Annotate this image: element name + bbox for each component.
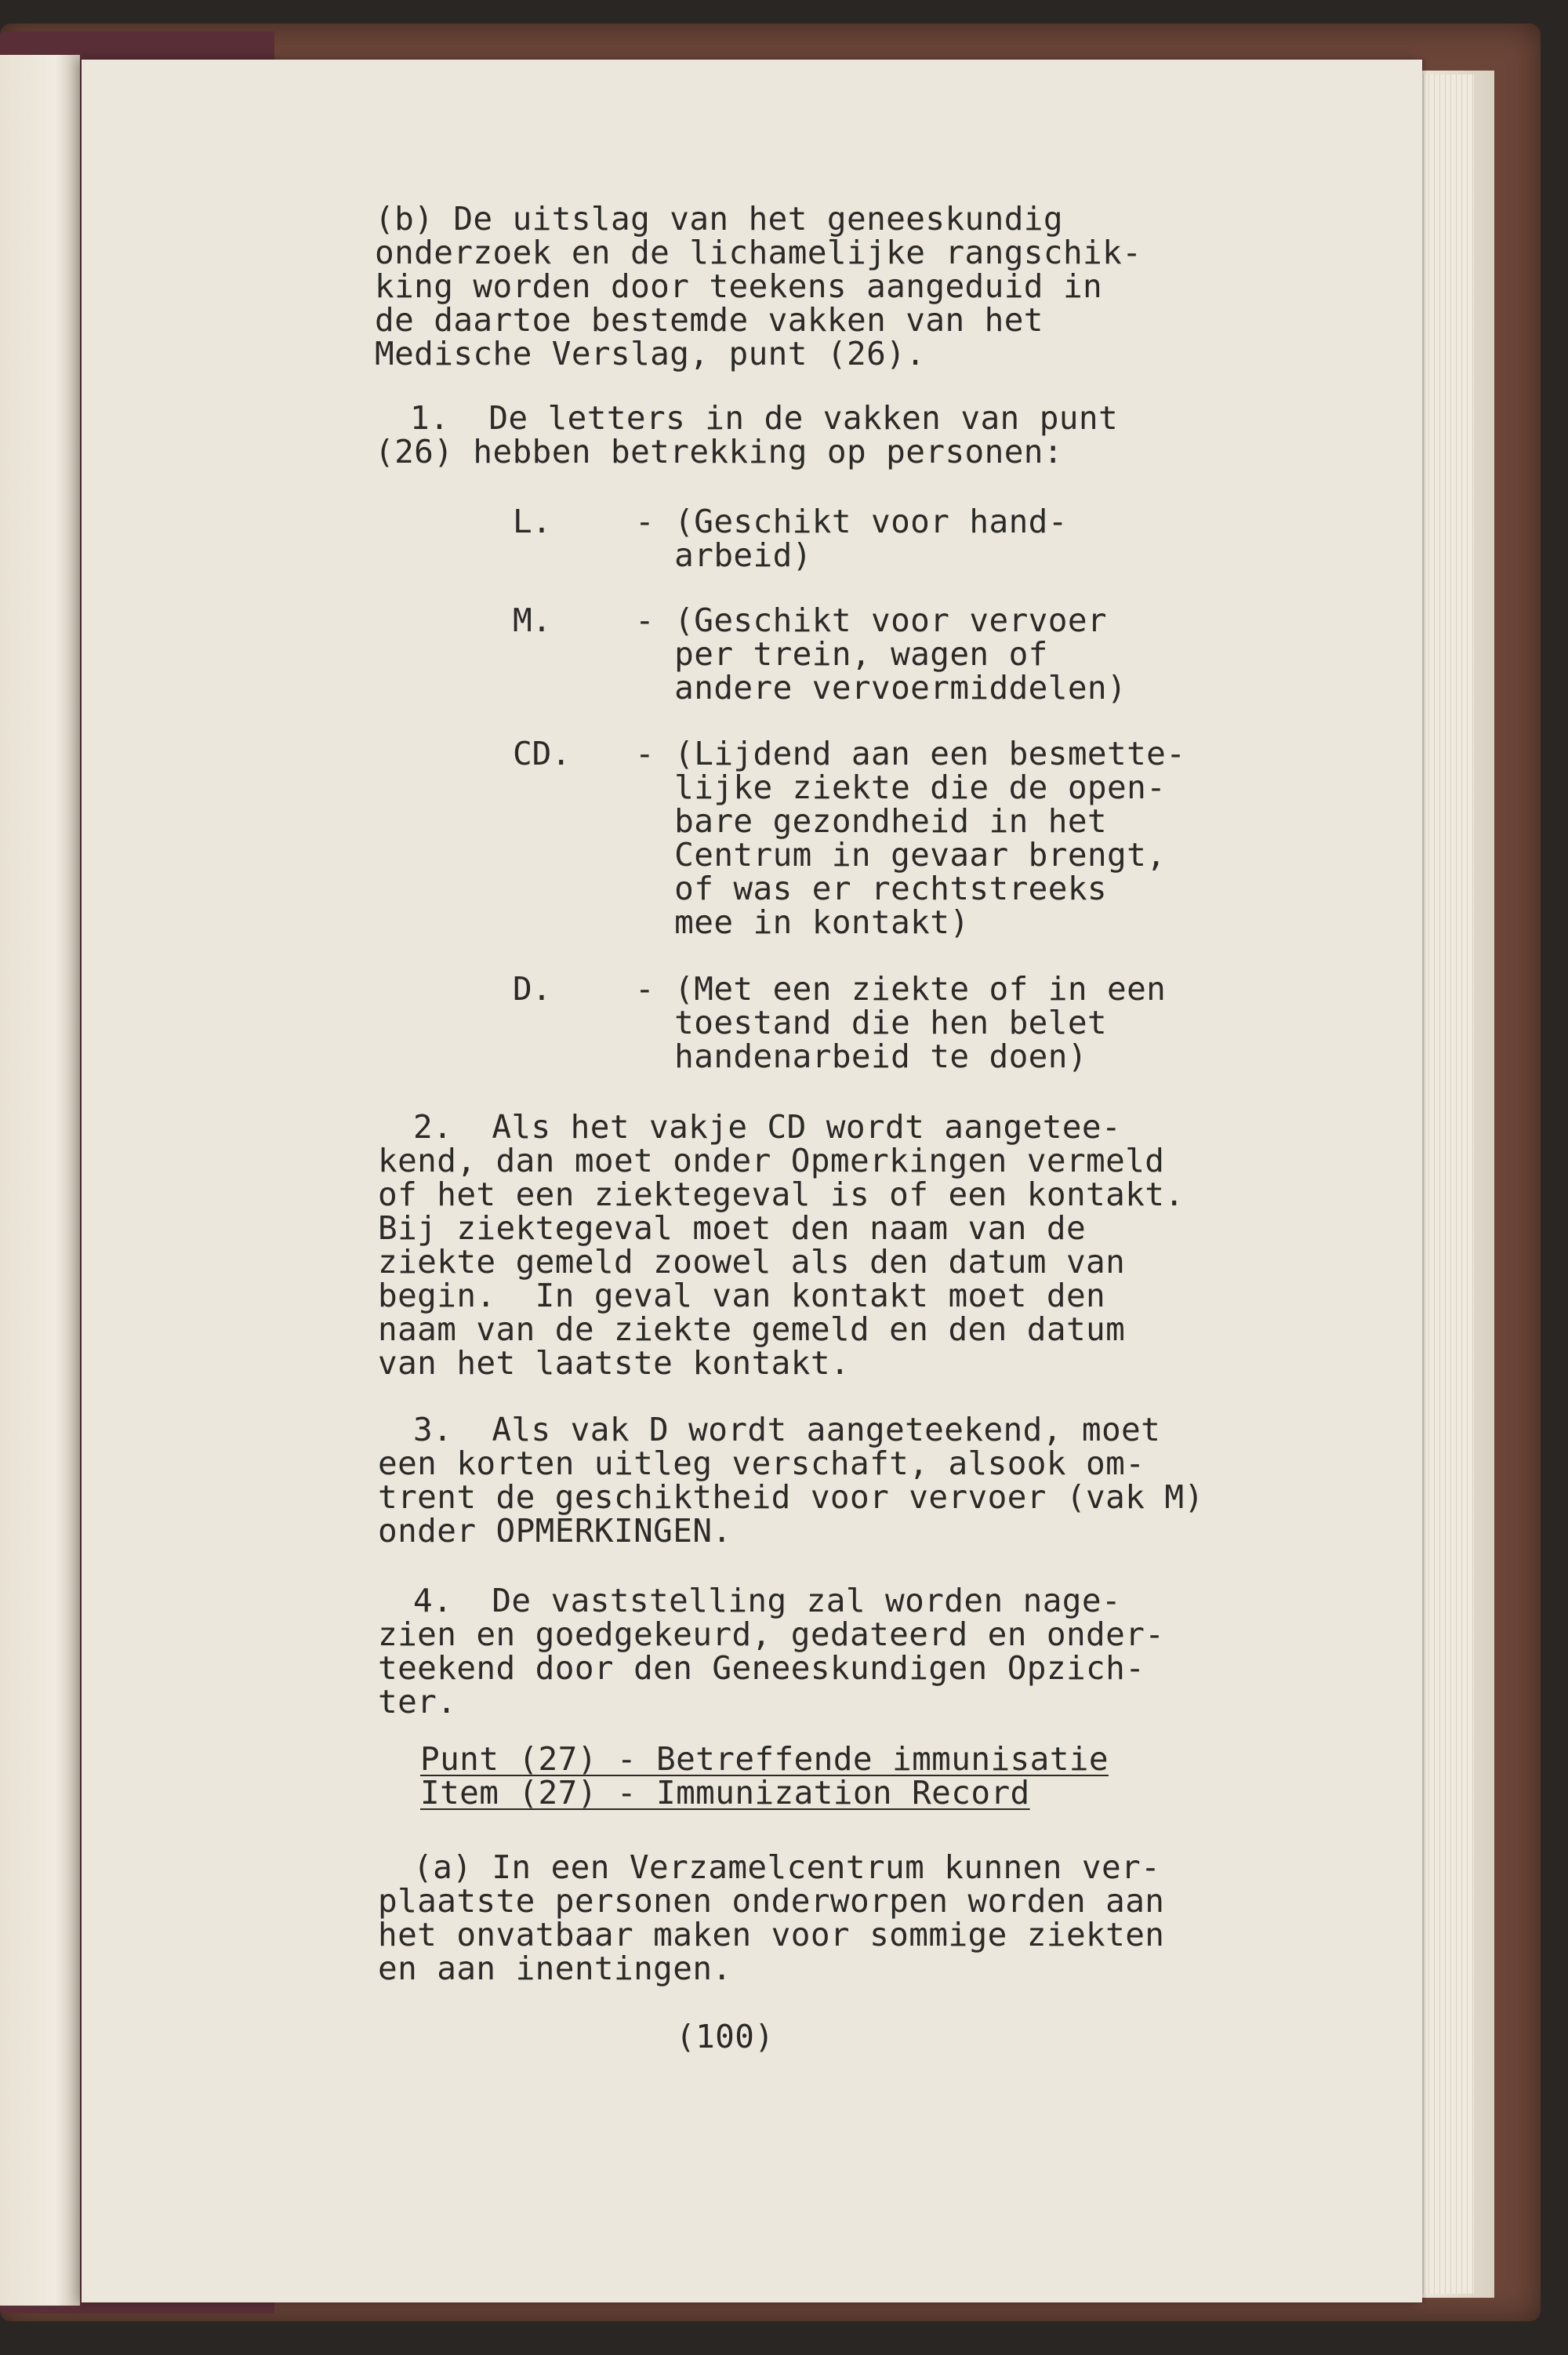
code-label-cd: CD. — [513, 735, 572, 772]
line: of was er rechtstreeks — [635, 870, 1108, 907]
code-description-d — [635, 972, 1166, 1074]
heading-line-dutch: Punt (27) - Betreffende immunisatie — [420, 1740, 1109, 1778]
line: het onvatbaar maken voor sommige ziekten — [378, 1916, 1165, 1953]
line: Medische Verslag, punt (26). — [375, 335, 926, 373]
line: ter. — [378, 1683, 457, 1721]
heading-line-english: Item (27) - Immunization Record — [420, 1774, 1030, 1812]
line: een korten uitleg verschaft, alsook om- — [378, 1445, 1145, 1482]
line: - (Met een ziekte of in een — [635, 970, 1167, 1008]
line: handenarbeid te doen) — [635, 1038, 1087, 1075]
line: andere vervoermiddelen) — [635, 669, 1127, 707]
page-number: (100) — [676, 2018, 775, 2055]
code-label-m: M. — [513, 601, 552, 639]
line: - (Geschikt voor vervoer — [635, 601, 1108, 639]
paper-page — [82, 60, 1422, 2302]
line: onder OPMERKINGEN. — [378, 1512, 732, 1550]
line: Centrum in gevaar brengt, — [635, 836, 1167, 874]
line: naam van de ziekte gemeld en den datum — [378, 1310, 1126, 1348]
line: onderzoek en de lichamelijke rangschik- — [375, 234, 1142, 271]
code-label-d: D. — [513, 970, 552, 1008]
paragraph-item-2 — [378, 1110, 1184, 1380]
paragraph-b — [375, 202, 1142, 371]
line: 4. De vaststelling zal worden nage- — [413, 1582, 1122, 1619]
line: toestand die hen belet — [635, 1004, 1108, 1041]
section-heading — [420, 1740, 1109, 1812]
line: 3. Als vak D wordt aangeteekend, moet — [413, 1411, 1161, 1448]
line: van het laatste kontakt. — [378, 1344, 851, 1382]
code-description-cd — [635, 737, 1185, 939]
line: - (Lijdend aan een besmette- — [635, 735, 1186, 772]
line: per trein, wagen of — [635, 635, 1048, 673]
paragraph-a — [378, 1848, 1165, 1987]
code-description-l — [635, 505, 1068, 572]
line: 1. De letters in de vakken van punt — [410, 399, 1119, 437]
line: (a) In een Verzamelcentrum kunnen ver- — [413, 1848, 1161, 1886]
paragraph-item-4 — [378, 1584, 1164, 1719]
line: plaatste personen onderworpen worden aan — [378, 1882, 1165, 1920]
code-description-m — [635, 601, 1127, 707]
line: begin. In geval van kontakt moet den — [378, 1277, 1106, 1314]
line: (b) De uitslag van het geneeskundig — [375, 200, 1063, 238]
code-label-l: L. — [513, 503, 552, 540]
line: of het een ziektegeval is of een kontakt. — [378, 1176, 1185, 1213]
line: ziekte gemeld zoowel als den datum van — [378, 1243, 1126, 1281]
paragraph-item-3 — [378, 1413, 1204, 1548]
line: bare gezondheid in het — [635, 802, 1108, 840]
line: en aan inentingen. — [378, 1950, 732, 1987]
paragraph-item-1 — [375, 399, 1119, 471]
line: de daartoe bestemde vakken van het — [375, 301, 1044, 339]
line: zien en goedgekeurd, gedateerd en onder- — [378, 1615, 1165, 1653]
line: (26) hebben betrekking op personen: — [375, 433, 1063, 471]
line: Bij ziektegeval moet den naam van de — [378, 1209, 1087, 1247]
line: teekend door den Geneeskundigen Opzich- — [378, 1649, 1145, 1687]
line: trent de geschiktheid voor vervoer (vak M) — [378, 1478, 1204, 1516]
line: mee in kontakt) — [635, 903, 970, 941]
line: king worden door teekens aangeduid in — [375, 267, 1103, 305]
line: arbeid) — [635, 536, 812, 574]
line: 2. Als het vakje CD wordt aangetee- — [413, 1108, 1122, 1146]
line: - (Geschikt voor hand- — [635, 503, 1068, 540]
line: lijke ziekte die de open- — [635, 769, 1167, 806]
facing-page-edge — [0, 55, 80, 2306]
line: kend, dan moet onder Opmerkingen vermeld — [378, 1142, 1165, 1179]
